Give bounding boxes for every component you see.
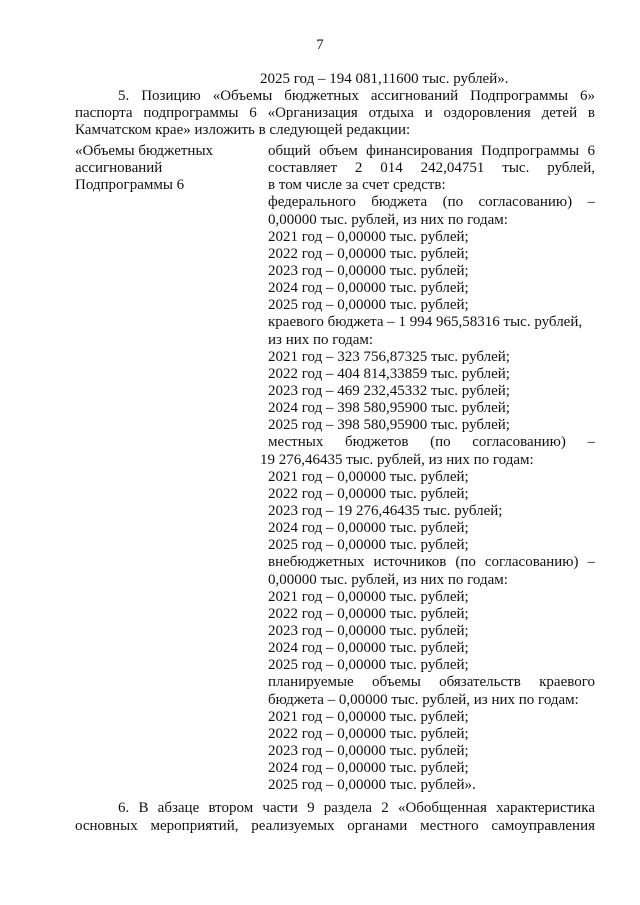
funding-line: внебюджетных источников (по согласованию) – [268, 554, 595, 571]
funding-line: 2025 год – 0,00000 тыс. рублей; [268, 657, 469, 674]
funding-line: 2024 год – 0,00000 тыс. рублей; [268, 280, 469, 297]
funding-line: 0,00000 тыс. рублей, из них по годам: [268, 571, 508, 588]
funding-line: 2021 год – 0,00000 тыс. рублей; [268, 228, 469, 245]
funding-line: 2023 год – 0,00000 тыс. рублей; [268, 742, 469, 759]
funding-line: 2022 год – 404 814,33859 тыс. рублей; [268, 365, 510, 382]
funding-line: 2025 год – 0,00000 тыс. рублей». [268, 777, 476, 794]
funding-line: 2022 год – 0,00000 тыс. рублей; [268, 485, 469, 502]
page-number: 7 [316, 37, 324, 53]
funding-line: в том числе за счет средств: [268, 177, 446, 194]
funding-line: 2025 год – 0,00000 тыс. рублей; [268, 537, 469, 554]
funding-line: федерального бюджета (по согласованию) – [268, 194, 595, 211]
funding-line: 2021 год – 0,00000 тыс. рублей; [268, 708, 469, 725]
previous-item-end-line: 2025 год – 194 081,11600 тыс. рублей». [260, 71, 509, 87]
funding-line: 2024 год – 0,00000 тыс. рублей; [268, 760, 469, 777]
table-right-column [260, 143, 595, 794]
funding-line: 2024 год – 0,00000 тыс. рублей; [268, 640, 469, 657]
funding-line: из них по годам: [268, 331, 374, 348]
paragraph-5-line-1: 5. Позицию «Объемы бюджетных ассигнований Подпрограммы 6» [118, 88, 595, 104]
funding-line: 2024 год – 0,00000 тыс. рублей; [268, 520, 469, 537]
funding-line: 2025 год – 0,00000 тыс. рублей; [268, 297, 469, 314]
funding-line: 2021 год – 0,00000 тыс. рублей; [268, 588, 469, 605]
paragraph-5-line-2: паспорта подпрограммы 6 «Организация отдыха и оздоровления детей в [75, 105, 595, 121]
left-col-line-1: «Объемы бюджетных [75, 143, 214, 159]
funding-line: бюджета – 0,00000 тыс. рублей, из них по годам: [268, 691, 579, 708]
funding-line: общий объем финансирования Подпрограммы 6 [268, 143, 595, 159]
funding-line: 2023 год – 0,00000 тыс. рублей; [268, 262, 469, 279]
funding-line: составляет 2 014 242,04751 тыс. рублей, [268, 160, 595, 177]
funding-line: краевого бюджета – 1 994 965,58316 тыс. рублей, [268, 314, 583, 331]
paragraph-5-line-3: Камчатском крае» изложить в следующей редакции: [75, 122, 411, 138]
funding-line: 2023 год – 469 232,45332 тыс. рублей; [268, 382, 510, 399]
funding-line: местных бюджетов (по согласованию) – [268, 434, 595, 451]
funding-line: 2022 год – 0,00000 тыс. рублей; [268, 605, 469, 622]
funding-line: 0,00000 тыс. рублей, из них по годам: [268, 211, 508, 228]
table-left-column [75, 143, 245, 194]
left-col-line-2: ассигнований [75, 160, 163, 176]
funding-line: 2024 год – 398 580,95900 тыс. рублей; [268, 400, 510, 417]
left-col-line-3: Подпрограммы 6 [75, 177, 185, 193]
paragraph-6-line-2: основных мероприятий, реализуемых органами местного самоуправления [75, 818, 595, 834]
funding-line: 2022 год – 0,00000 тыс. рублей; [268, 245, 469, 262]
funding-line: 2022 год – 0,00000 тыс. рублей; [268, 725, 469, 742]
funding-line: 19 276,46435 тыс. рублей, из них по годам: [260, 451, 534, 468]
funding-line: 2023 год – 19 276,46435 тыс. рублей; [268, 502, 503, 519]
paragraph-6-line-1: 6. В абзаце втором части 9 раздела 2 «Обобщенная характеристика [118, 800, 595, 816]
funding-line: 2023 год – 0,00000 тыс. рублей; [268, 622, 469, 639]
funding-line: 2025 год – 398 580,95900 тыс. рублей; [268, 417, 510, 434]
funding-line: 2021 год – 0,00000 тыс. рублей; [268, 468, 469, 485]
funding-line: 2021 год – 323 756,87325 тыс. рублей; [268, 348, 510, 365]
funding-line: планируемые объемы обязательств краевого [268, 674, 595, 691]
